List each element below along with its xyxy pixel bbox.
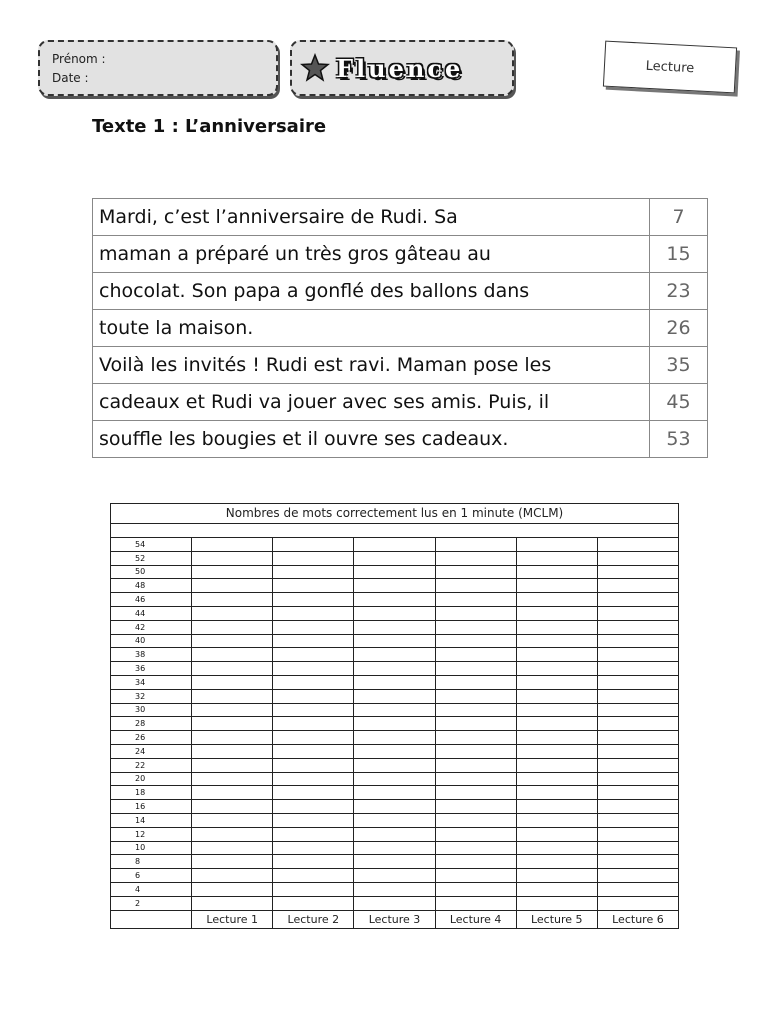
chart-cell[interactable] xyxy=(354,662,435,676)
chart-cell[interactable] xyxy=(273,896,354,910)
chart-cell[interactable] xyxy=(597,800,678,814)
chart-cell[interactable] xyxy=(516,717,597,731)
chart-cell[interactable] xyxy=(273,841,354,855)
chart-cell[interactable] xyxy=(435,703,516,717)
chart-cell[interactable] xyxy=(192,882,273,896)
chart-cell[interactable] xyxy=(435,551,516,565)
chart-row xyxy=(111,579,679,593)
chart-cell[interactable] xyxy=(354,538,435,552)
chart-cell[interactable] xyxy=(597,565,678,579)
chart-cell[interactable] xyxy=(273,758,354,772)
chart-cell[interactable] xyxy=(192,758,273,772)
chart-cell[interactable] xyxy=(516,882,597,896)
text-line: chocolat. Son papa a gonflé des ballons dans xyxy=(93,273,650,310)
chart-cell[interactable] xyxy=(597,869,678,883)
chart-row xyxy=(111,551,679,565)
y-tick-label: 34 xyxy=(111,675,192,689)
chart-row xyxy=(111,786,679,800)
chart-row xyxy=(111,744,679,758)
chart-cell[interactable] xyxy=(516,579,597,593)
chart-cell[interactable] xyxy=(192,606,273,620)
chart-cell[interactable] xyxy=(597,648,678,662)
chart-cell[interactable] xyxy=(354,800,435,814)
chart-row xyxy=(111,620,679,634)
chart-cell[interactable] xyxy=(273,634,354,648)
chart-row xyxy=(111,731,679,745)
chart-corner xyxy=(111,910,192,928)
chart-cell[interactable] xyxy=(435,717,516,731)
y-tick-label: 30 xyxy=(111,703,192,717)
chart-cell[interactable] xyxy=(516,606,597,620)
date-label: Date : xyxy=(52,71,89,85)
fluence-title: Fluence xyxy=(336,53,464,83)
chart-cell[interactable] xyxy=(192,689,273,703)
chart-cell[interactable] xyxy=(192,731,273,745)
word-count: 35 xyxy=(650,347,708,384)
chart-cell[interactable] xyxy=(192,551,273,565)
chart-cell[interactable] xyxy=(597,731,678,745)
text-line-row xyxy=(93,347,708,384)
chart-cell[interactable] xyxy=(273,648,354,662)
chart-cell[interactable] xyxy=(516,800,597,814)
student-info-box xyxy=(38,40,278,96)
chart-cell[interactable] xyxy=(516,703,597,717)
chart-cell[interactable] xyxy=(597,675,678,689)
chart-row xyxy=(111,841,679,855)
chart-cell[interactable] xyxy=(516,551,597,565)
text-line: Mardi, c’est l’anniversaire de Rudi. Sa xyxy=(93,199,650,236)
chart-cell[interactable] xyxy=(273,675,354,689)
y-tick-label: 46 xyxy=(111,593,192,607)
y-tick-label: 50 xyxy=(111,565,192,579)
chart-cell[interactable] xyxy=(273,855,354,869)
chart-row xyxy=(111,634,679,648)
chart-cell[interactable] xyxy=(435,896,516,910)
chart-row xyxy=(111,717,679,731)
chart-row xyxy=(111,772,679,786)
chart-cell[interactable] xyxy=(354,551,435,565)
chart-cell[interactable] xyxy=(597,772,678,786)
chart-row xyxy=(111,855,679,869)
chart-row xyxy=(111,689,679,703)
chart-cell[interactable] xyxy=(354,634,435,648)
chart-cell[interactable] xyxy=(516,634,597,648)
chart-cell[interactable] xyxy=(597,634,678,648)
chart-cell[interactable] xyxy=(192,538,273,552)
chart-cell[interactable] xyxy=(273,606,354,620)
chart-cell[interactable] xyxy=(435,538,516,552)
lecture-tag xyxy=(603,41,737,94)
y-tick-label: 44 xyxy=(111,606,192,620)
chart-cell[interactable] xyxy=(435,869,516,883)
chart-cell[interactable] xyxy=(435,813,516,827)
chart-cell[interactable] xyxy=(192,786,273,800)
chart-cell[interactable] xyxy=(354,744,435,758)
chart-cell[interactable] xyxy=(597,606,678,620)
chart-row xyxy=(111,538,679,552)
chart-cell[interactable] xyxy=(273,772,354,786)
chart-cell[interactable] xyxy=(192,593,273,607)
chart-cell[interactable] xyxy=(597,717,678,731)
chart-cell[interactable] xyxy=(192,896,273,910)
word-count: 45 xyxy=(650,384,708,421)
chart-cell[interactable] xyxy=(597,758,678,772)
chart-cell[interactable] xyxy=(273,593,354,607)
chart-row xyxy=(111,662,679,676)
chart-cell[interactable] xyxy=(516,675,597,689)
chart-cell[interactable] xyxy=(192,744,273,758)
chart-cell[interactable] xyxy=(516,731,597,745)
chart-cell[interactable] xyxy=(435,827,516,841)
fluence-header xyxy=(290,40,514,96)
chart-cell[interactable] xyxy=(516,772,597,786)
chart-cell[interactable] xyxy=(273,717,354,731)
chart-cell[interactable] xyxy=(435,662,516,676)
y-tick-label: 6 xyxy=(111,869,192,883)
mclm-chart-grid xyxy=(110,503,679,929)
chart-cell[interactable] xyxy=(597,882,678,896)
chart-cell[interactable] xyxy=(273,869,354,883)
page-title: Texte 1 : L’anniversaire xyxy=(92,116,327,137)
chart-cell[interactable] xyxy=(354,620,435,634)
chart-cell[interactable] xyxy=(273,538,354,552)
text-line-row xyxy=(93,421,708,458)
chart-cell[interactable] xyxy=(597,896,678,910)
word-count: 23 xyxy=(650,273,708,310)
text-line: cadeaux et Rudi va jouer avec ses amis. Puis, il xyxy=(93,384,650,421)
chart-cell[interactable] xyxy=(354,758,435,772)
chart-cell[interactable] xyxy=(354,841,435,855)
chart-row xyxy=(111,703,679,717)
chart-cell[interactable] xyxy=(435,565,516,579)
chart-cell[interactable] xyxy=(354,827,435,841)
text-line-row xyxy=(93,199,708,236)
chart-cell[interactable] xyxy=(192,813,273,827)
y-tick-label: 22 xyxy=(111,758,192,772)
chart-spacer xyxy=(111,524,679,538)
chart-cell[interactable] xyxy=(192,675,273,689)
chart-cell[interactable] xyxy=(192,565,273,579)
chart-cell[interactable] xyxy=(192,855,273,869)
chart-cell[interactable] xyxy=(435,786,516,800)
chart-cell[interactable] xyxy=(192,579,273,593)
chart-cell[interactable] xyxy=(192,841,273,855)
chart-cell[interactable] xyxy=(516,744,597,758)
y-tick-label: 4 xyxy=(111,882,192,896)
chart-cell[interactable] xyxy=(435,689,516,703)
x-category-label: Lecture 6 xyxy=(597,910,678,928)
chart-row xyxy=(111,813,679,827)
chart-cell[interactable] xyxy=(273,662,354,676)
chart-cell[interactable] xyxy=(435,634,516,648)
chart-row xyxy=(111,648,679,662)
chart-cell[interactable] xyxy=(435,593,516,607)
y-tick-label: 10 xyxy=(111,841,192,855)
chart-cell[interactable] xyxy=(192,662,273,676)
chart-cell[interactable] xyxy=(597,662,678,676)
chart-cell[interactable] xyxy=(354,855,435,869)
chart-cell[interactable] xyxy=(192,869,273,883)
text-line-row xyxy=(93,310,708,347)
text-line-row xyxy=(93,236,708,273)
chart-row xyxy=(111,606,679,620)
chart-cell[interactable] xyxy=(516,827,597,841)
chart-cell[interactable] xyxy=(192,800,273,814)
chart-cell[interactable] xyxy=(516,648,597,662)
y-tick-label: 18 xyxy=(111,786,192,800)
chart-row xyxy=(111,758,679,772)
chart-cell[interactable] xyxy=(597,579,678,593)
y-tick-label: 14 xyxy=(111,813,192,827)
chart-cell[interactable] xyxy=(516,662,597,676)
chart-row xyxy=(111,827,679,841)
chart-cell[interactable] xyxy=(435,731,516,745)
chart-cell[interactable] xyxy=(273,731,354,745)
chart-cell[interactable] xyxy=(597,538,678,552)
x-category-label: Lecture 4 xyxy=(435,910,516,928)
chart-cell[interactable] xyxy=(597,813,678,827)
chart-cell[interactable] xyxy=(354,648,435,662)
chart-cell[interactable] xyxy=(354,882,435,896)
chart-cell[interactable] xyxy=(435,620,516,634)
y-tick-label: 52 xyxy=(111,551,192,565)
chart-cell[interactable] xyxy=(354,869,435,883)
chart-cell[interactable] xyxy=(597,827,678,841)
y-tick-label: 26 xyxy=(111,731,192,745)
chart-cell[interactable] xyxy=(597,855,678,869)
chart-cell[interactable] xyxy=(273,744,354,758)
chart-cell[interactable] xyxy=(597,703,678,717)
chart-cell[interactable] xyxy=(435,648,516,662)
chart-cell[interactable] xyxy=(273,786,354,800)
chart-cell[interactable] xyxy=(516,538,597,552)
x-category-label: Lecture 1 xyxy=(192,910,273,928)
chart-cell[interactable] xyxy=(273,813,354,827)
chart-cell[interactable] xyxy=(435,800,516,814)
chart-cell[interactable] xyxy=(354,606,435,620)
chart-cell[interactable] xyxy=(435,758,516,772)
y-tick-label: 12 xyxy=(111,827,192,841)
text-line: toute la maison. xyxy=(93,310,650,347)
chart-cell[interactable] xyxy=(435,882,516,896)
chart-cell[interactable] xyxy=(435,841,516,855)
chart-cell[interactable] xyxy=(597,786,678,800)
y-tick-label: 48 xyxy=(111,579,192,593)
word-count: 15 xyxy=(650,236,708,273)
chart-cell[interactable] xyxy=(597,551,678,565)
first-name-label: Prénom : xyxy=(52,52,106,66)
chart-title: Nombres de mots correctement lus en 1 minute (MCLM) xyxy=(111,504,679,524)
chart-cell[interactable] xyxy=(435,579,516,593)
chart-cell[interactable] xyxy=(192,620,273,634)
y-tick-label: 16 xyxy=(111,800,192,814)
y-tick-label: 2 xyxy=(111,896,192,910)
x-category-label: Lecture 2 xyxy=(273,910,354,928)
chart-cell[interactable] xyxy=(516,896,597,910)
chart-cell[interactable] xyxy=(354,772,435,786)
chart-cell[interactable] xyxy=(597,689,678,703)
chart-cell[interactable] xyxy=(435,855,516,869)
lecture-tag-label: Lecture xyxy=(645,58,695,76)
chart-cell[interactable] xyxy=(435,744,516,758)
y-tick-label: 32 xyxy=(111,689,192,703)
text-line-row xyxy=(93,273,708,310)
chart-cell[interactable] xyxy=(354,703,435,717)
chart-cell[interactable] xyxy=(273,827,354,841)
chart-cell[interactable] xyxy=(516,786,597,800)
x-category-label: Lecture 5 xyxy=(516,910,597,928)
star-icon xyxy=(300,53,330,83)
chart-cell[interactable] xyxy=(192,827,273,841)
chart-cell[interactable] xyxy=(273,565,354,579)
chart-row xyxy=(111,565,679,579)
chart-cell[interactable] xyxy=(273,800,354,814)
word-count: 26 xyxy=(650,310,708,347)
x-category-label: Lecture 3 xyxy=(354,910,435,928)
chart-cell[interactable] xyxy=(192,634,273,648)
y-tick-label: 20 xyxy=(111,772,192,786)
y-tick-label: 28 xyxy=(111,717,192,731)
text-line: maman a préparé un très gros gâteau au xyxy=(93,236,650,273)
chart-row xyxy=(111,800,679,814)
chart-cell[interactable] xyxy=(516,813,597,827)
chart-cell[interactable] xyxy=(597,593,678,607)
chart-row xyxy=(111,869,679,883)
chart-cell[interactable] xyxy=(273,551,354,565)
y-tick-label: 40 xyxy=(111,634,192,648)
chart-cell[interactable] xyxy=(354,675,435,689)
word-count: 53 xyxy=(650,421,708,458)
text-line: Voilà les invités ! Rudi est ravi. Maman pose les xyxy=(93,347,650,384)
chart-cell[interactable] xyxy=(192,772,273,786)
y-tick-label: 36 xyxy=(111,662,192,676)
chart-cell[interactable] xyxy=(516,689,597,703)
chart-cell[interactable] xyxy=(273,620,354,634)
chart-cell[interactable] xyxy=(354,565,435,579)
chart-cell[interactable] xyxy=(516,620,597,634)
chart-cell[interactable] xyxy=(354,813,435,827)
chart-cell[interactable] xyxy=(354,689,435,703)
y-tick-label: 38 xyxy=(111,648,192,662)
chart-cell[interactable] xyxy=(354,786,435,800)
chart-row xyxy=(111,882,679,896)
chart-cell[interactable] xyxy=(273,703,354,717)
chart-cell[interactable] xyxy=(192,703,273,717)
chart-row xyxy=(111,675,679,689)
chart-cell[interactable] xyxy=(516,758,597,772)
y-tick-label: 54 xyxy=(111,538,192,552)
chart-cell[interactable] xyxy=(516,841,597,855)
y-tick-label: 8 xyxy=(111,855,192,869)
chart-cell[interactable] xyxy=(516,565,597,579)
chart-cell[interactable] xyxy=(435,772,516,786)
chart-cell[interactable] xyxy=(273,579,354,593)
text-line: souffle les bougies et il ouvre ses cadeaux. xyxy=(93,421,650,458)
chart-cell[interactable] xyxy=(354,731,435,745)
chart-cell[interactable] xyxy=(516,855,597,869)
text-line-row xyxy=(93,384,708,421)
word-count: 7 xyxy=(650,199,708,236)
chart-cell[interactable] xyxy=(597,744,678,758)
y-tick-label: 24 xyxy=(111,744,192,758)
chart-cell[interactable] xyxy=(516,593,597,607)
chart-cell[interactable] xyxy=(273,689,354,703)
chart-row xyxy=(111,896,679,910)
chart-cell[interactable] xyxy=(435,606,516,620)
chart-cell[interactable] xyxy=(354,717,435,731)
chart-cell[interactable] xyxy=(516,869,597,883)
chart-cell[interactable] xyxy=(354,896,435,910)
chart-cell[interactable] xyxy=(597,620,678,634)
chart-cell[interactable] xyxy=(597,841,678,855)
chart-cell[interactable] xyxy=(192,717,273,731)
chart-cell[interactable] xyxy=(354,593,435,607)
chart-cell[interactable] xyxy=(354,579,435,593)
y-tick-label: 42 xyxy=(111,620,192,634)
chart-row xyxy=(111,593,679,607)
chart-cell[interactable] xyxy=(192,648,273,662)
chart-cell[interactable] xyxy=(435,675,516,689)
chart-cell[interactable] xyxy=(273,882,354,896)
reading-text-table xyxy=(92,198,708,458)
